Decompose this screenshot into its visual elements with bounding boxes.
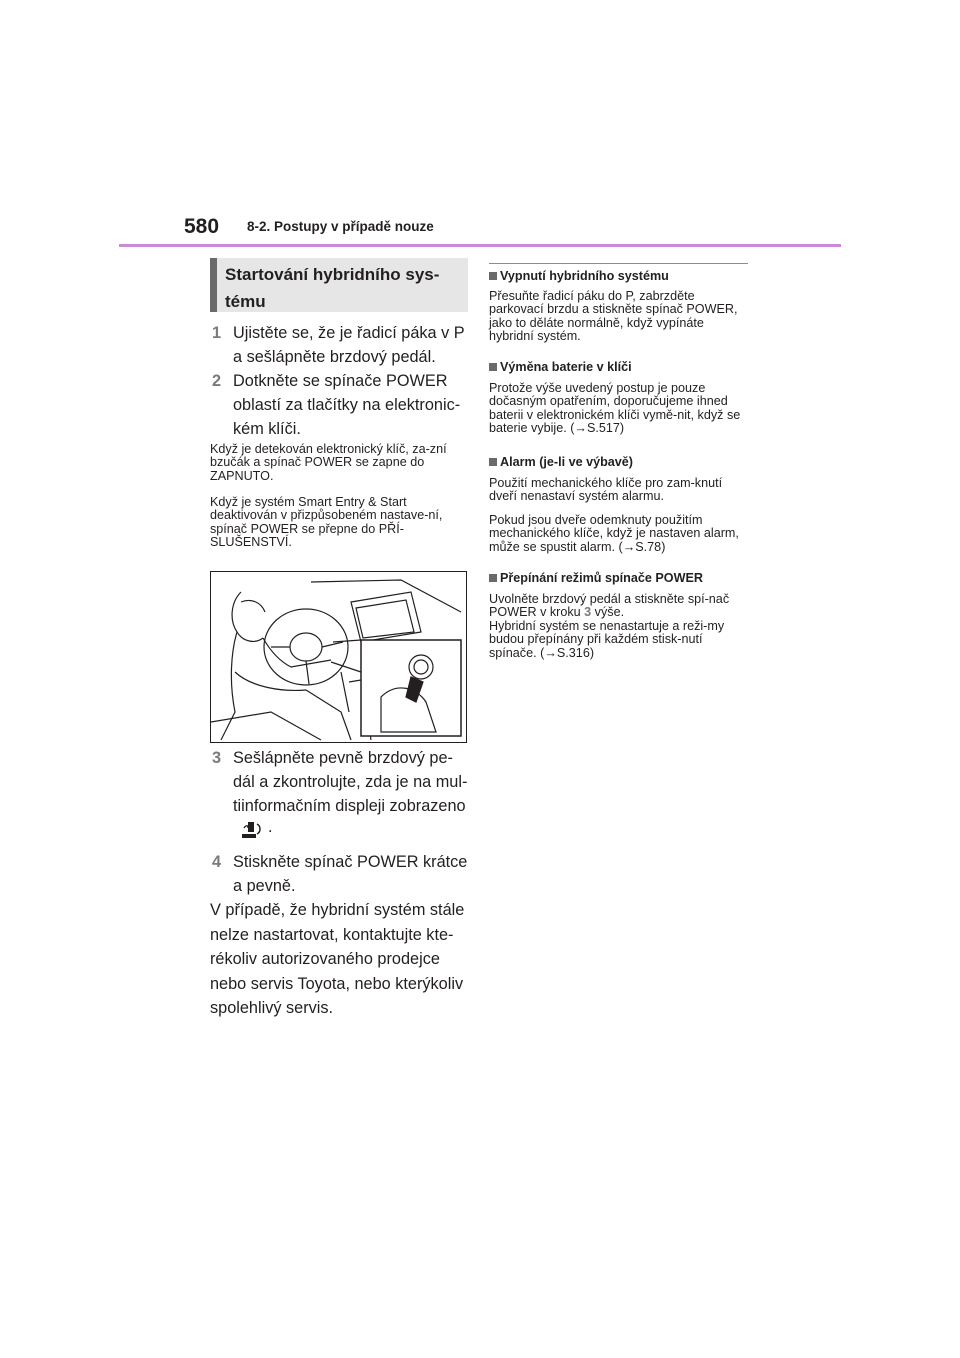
subheading: Vypnutí hybridního systému <box>489 269 669 284</box>
step-text: Sešlápněte pevně brzdový pe-dál a zkontrolujte, zda je na mul-tiinformačním displeji zobrazeno <box>233 749 468 815</box>
note-paragraph: Když je systém Smart Entry & Start deaktivován v přizpůsobeném nastave-ní, spínač POWER se přepne do PŘÍ-SLUŠENSTVÍ. <box>210 495 443 549</box>
indicator-period: . <box>268 818 273 836</box>
square-bullet-icon <box>489 574 497 582</box>
paragraph: Použití mechanického klíče pro zam-knutí dveří nenastaví systém alarmu. <box>489 476 723 504</box>
step-number: 4 <box>212 853 222 871</box>
step-text: Stiskněte spínač POWER krátce a pevně. <box>233 853 468 895</box>
section-heading-box <box>210 258 468 312</box>
header-rule <box>119 244 841 247</box>
subheading: Výměna baterie v klíči <box>489 360 632 375</box>
step-number: 3 <box>212 749 222 767</box>
paragraph: Přesuňte řadicí páku do P, zabrzděte parkovací brzdu a stiskněte spínač POWER, jako to děláte normálně, když vypínáte hybridní systém. <box>489 289 738 343</box>
step-text: Dotkněte se spínače POWER oblastí za tlačítky na elektronic-kém klíči. <box>233 372 461 438</box>
arrow-icon: → <box>574 420 587 435</box>
square-bullet-icon <box>489 458 497 466</box>
arrow-icon: → <box>544 645 557 660</box>
page-reference: S.78) <box>635 539 666 554</box>
step-number: 2 <box>212 372 222 390</box>
step-text: Ujistěte se, že je řadicí páka v P a sešlápněte brzdový pedál. <box>233 324 465 366</box>
driver-touching-power-switch-illustration <box>211 572 466 742</box>
square-bullet-icon <box>489 363 497 371</box>
step-number: 1 <box>212 324 222 342</box>
indicator-line <box>240 818 320 842</box>
paragraph: Hybridní systém se nenastartuje a reži-my budou přepínány při každém stisk-nutí spínače. (→S.316) <box>489 619 725 660</box>
key-in-slot-indicator-icon <box>240 820 264 840</box>
page-reference: S.316) <box>556 645 595 660</box>
subheading: Přepínání režimů spínače POWER <box>489 571 703 586</box>
note-paragraph: Když je detekován elektronický klíč, za-zní bzučák a spínač POWER se zapne do ZAPNUTO. <box>210 442 447 483</box>
square-bullet-icon <box>489 272 497 280</box>
section-title: 8-2. Postupy v případě nouze <box>247 219 434 234</box>
closing-paragraph: V případě, že hybridní systém stále nelze nastartovat, kontaktujte kte-rékoliv autorizovaného prodejce nebo servis Toyota, nebo kterýkoliv spolehlivý servis. <box>210 901 465 1017</box>
page-reference: S.517) <box>587 420 625 435</box>
divider <box>489 263 748 264</box>
driver-illustration <box>210 571 467 743</box>
subheading: Alarm (je-li ve výbavě) <box>489 455 633 470</box>
paragraph: Uvolněte brzdový pedál a stiskněte spí-nač POWER v kroku 3 výše. <box>489 592 730 620</box>
section-heading: Startování hybridního sys-tému <box>225 265 440 311</box>
arrow-icon: → <box>622 539 636 554</box>
paragraph: Pokud jsou dveře odemknuty použitím mechanického klíče, když je nastaven alarm, může se spustit alarm. (→S.78) <box>489 513 739 554</box>
paragraph: Protože výše uvedený postup je pouze dočasným opatřením, doporučujeme ihned baterii v elektronickém klíči vymě-nit, když se baterie vybije. (→S.517) <box>489 381 741 435</box>
step-reference-number: 3 <box>584 605 592 620</box>
page-number: 580 <box>184 215 220 238</box>
